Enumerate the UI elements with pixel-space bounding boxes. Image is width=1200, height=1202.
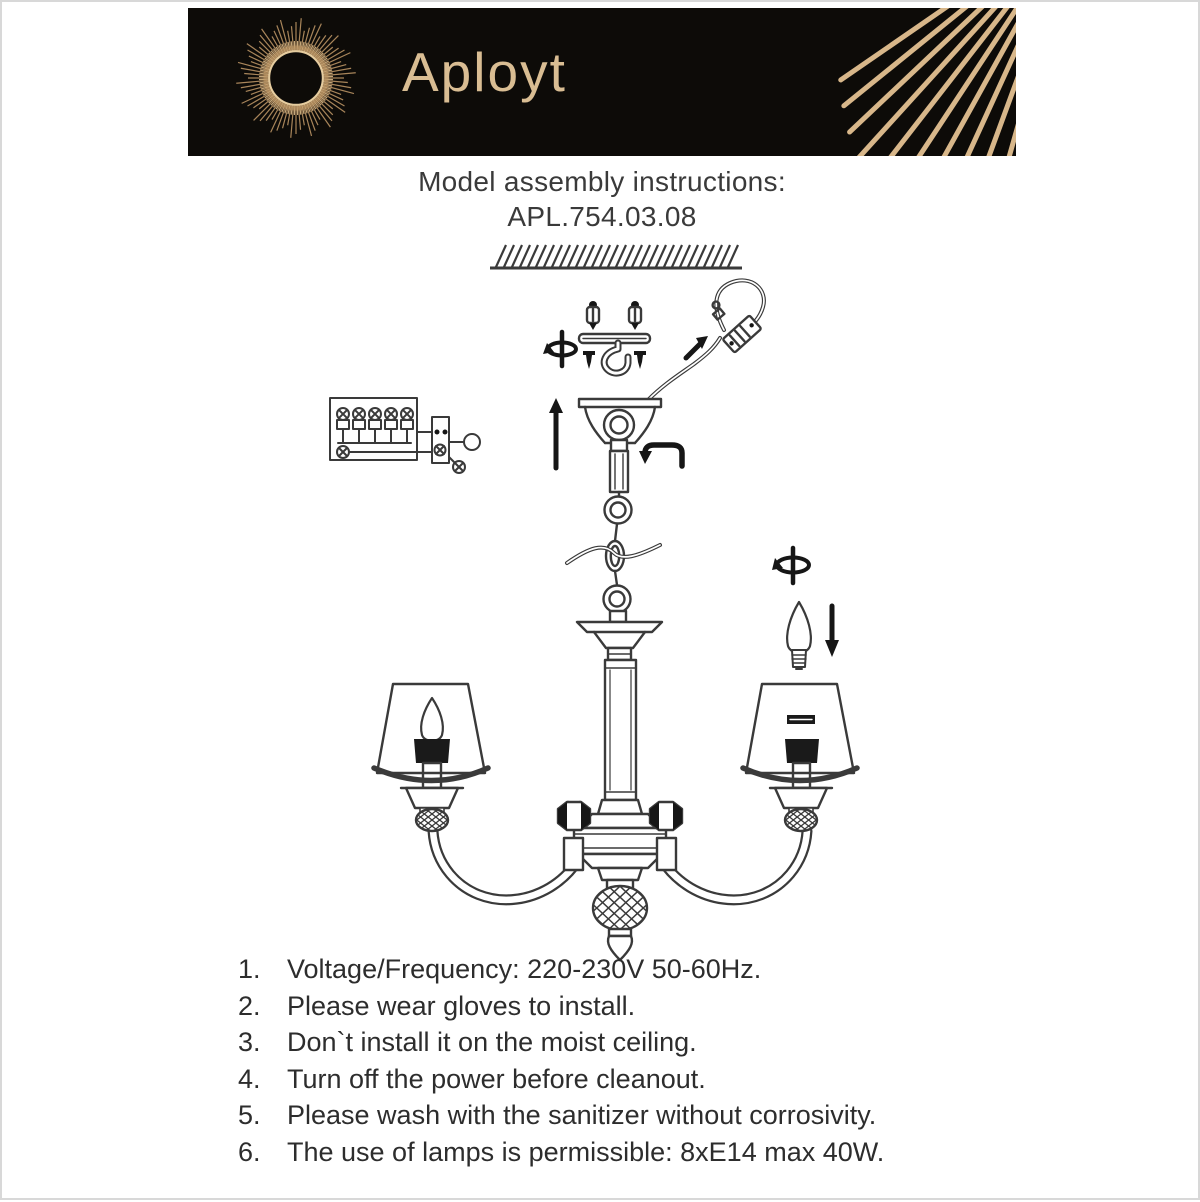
hang-hook-arrow-icon [639, 445, 682, 466]
item-text: Please wash with the sanitizer without corrosivity. [287, 1097, 876, 1134]
chain [604, 492, 632, 613]
center-bobeche [577, 611, 662, 660]
instruction-list [238, 951, 884, 1170]
spare-bulb [787, 602, 811, 669]
list-item [238, 951, 884, 988]
list-item [238, 1097, 884, 1134]
list-item [238, 1061, 884, 1098]
item-text: The use of lamps is permissible: 8xE14 max 40W. [287, 1134, 884, 1171]
bulb-rotation-icon [772, 548, 809, 583]
list-item [238, 988, 884, 1025]
item-text: Please wear gloves to install. [287, 988, 635, 1025]
left-socket [414, 739, 450, 763]
right-socket [785, 739, 819, 763]
item-text: Voltage/Frequency: 220-230V 50-60Hz. [287, 951, 761, 988]
item-number: 2. [238, 988, 287, 1025]
item-number: 5. [238, 1097, 287, 1134]
left-lamp [374, 684, 488, 831]
list-item [238, 1134, 884, 1171]
item-text: Don`t install it on the moist ceiling. [287, 1024, 697, 1061]
wall-anchors [587, 301, 641, 330]
brand-name: Aployt [402, 40, 567, 104]
terminal-block-diagram [330, 398, 480, 473]
bulb-down-arrow-icon [825, 606, 839, 657]
center-column [605, 660, 636, 800]
page-title: Model assembly instructions: [2, 164, 1200, 199]
item-text: Turn off the power before cleanout. [287, 1061, 706, 1098]
model-number: APL.754.03.08 [2, 199, 1200, 234]
crystal-ball-center [593, 886, 647, 960]
screw-rotation-icon [543, 332, 576, 366]
up-arrow-icon [549, 398, 563, 468]
mounting-bracket [579, 334, 650, 343]
item-number: 6. [238, 1134, 287, 1171]
item-number: 3. [238, 1024, 287, 1061]
item-number: 4. [238, 1061, 287, 1098]
item-number: 1. [238, 951, 287, 988]
right-lamp [743, 684, 857, 831]
wire-connector [723, 315, 762, 352]
list-item [238, 1024, 884, 1061]
ceiling-hook [604, 343, 628, 373]
candle-bulb [421, 698, 443, 741]
ceiling-hatch [490, 245, 742, 268]
